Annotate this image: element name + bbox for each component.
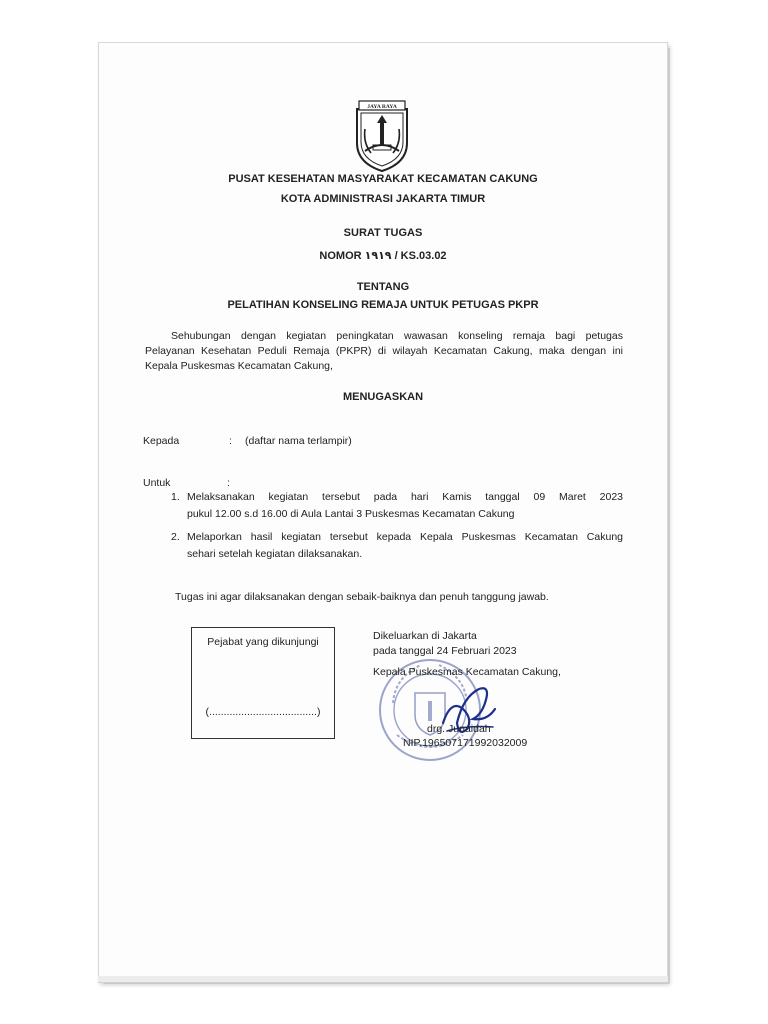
document-page [98,42,668,982]
issued-place: Dikeluarkan di Jakarta [373,630,477,642]
intro-line: Pelayanan Kesehatan Peduli Remaja (PKPR) di wilayah Kecamatan Cakung, maka dengan ini [145,345,623,357]
letter-subject: PELATIHAN KONSELING REMAJA UNTUK PETUGAS PKPR [227,299,539,311]
list-item-number: 1. [171,491,180,503]
jakarta-emblem-icon [351,99,413,173]
untuk-label: Untuk [143,477,171,489]
intro-line: Kepala Puskesmas Kecamatan Cakung, [145,360,333,372]
intro-line: Sehubungan dengan kegiatan peningkatan wawasan konseling remaja bagi petugas [171,330,623,342]
intro-paragraph [145,329,623,374]
svg-text:JAYA RAYA: JAYA RAYA [367,104,397,110]
institution-name: PUSAT KESEHATAN MASYARAKAT KECAMATAN CAKUNG [228,173,538,185]
paper-stack-edge [98,976,668,983]
list-item-line: Melaporkan hasil kegiatan tersebut kepada Kepala Puskesmas Kecamatan Cakung [187,531,623,543]
list-item-number: 2. [171,531,180,543]
issued-date: pada tanggal 24 Februari 2023 [373,645,517,657]
about-label: TENTANG [356,281,410,293]
signature-block [373,629,561,680]
list-item-line: Melaksanakan kegiatan tersebut pada hari Kamis tanggal 09 Maret 2023 [187,491,623,503]
list-item [171,529,623,563]
list-item [171,489,623,523]
untuk-colon: : [227,477,230,489]
list-item-line: pukul 12.00 s.d 16.00 di Aula Lantai 3 Puskesmas Kecamatan Cakung [187,508,515,520]
city-name: KOTA ADMINISTRASI JAKARTA TIMUR [280,193,486,205]
list-item-line: sehari setelah kegiatan dilaksanakan. [187,548,363,560]
assign-label: MENUGASKAN [342,391,424,403]
letter-type: SURAT TUGAS [343,227,423,239]
visited-box-signature-line: (.....................................) [205,706,321,718]
kepada-label: Kepada [143,435,180,447]
letter-number: NOMOR ١٩١٩ / KS.03.02 [319,250,447,262]
signatory-name: drg. Junaidah [427,723,491,735]
kepada-value: (daftar nama terlampir) [245,435,352,447]
signatory-position: Kepala Puskesmas Kecamatan Cakung, [373,666,561,678]
closing-statement: Tugas ini agar dilaksanakan dengan sebaik-baiknya dan penuh tanggung jawab. [175,591,549,603]
task-list [171,489,623,563]
kepada-colon: : [229,435,232,447]
signatory-nip: NIP.196507171992032009 [403,737,528,749]
visited-box-title: Pejabat yang dikunjungi [207,636,319,648]
visited-officer-box [191,627,335,739]
